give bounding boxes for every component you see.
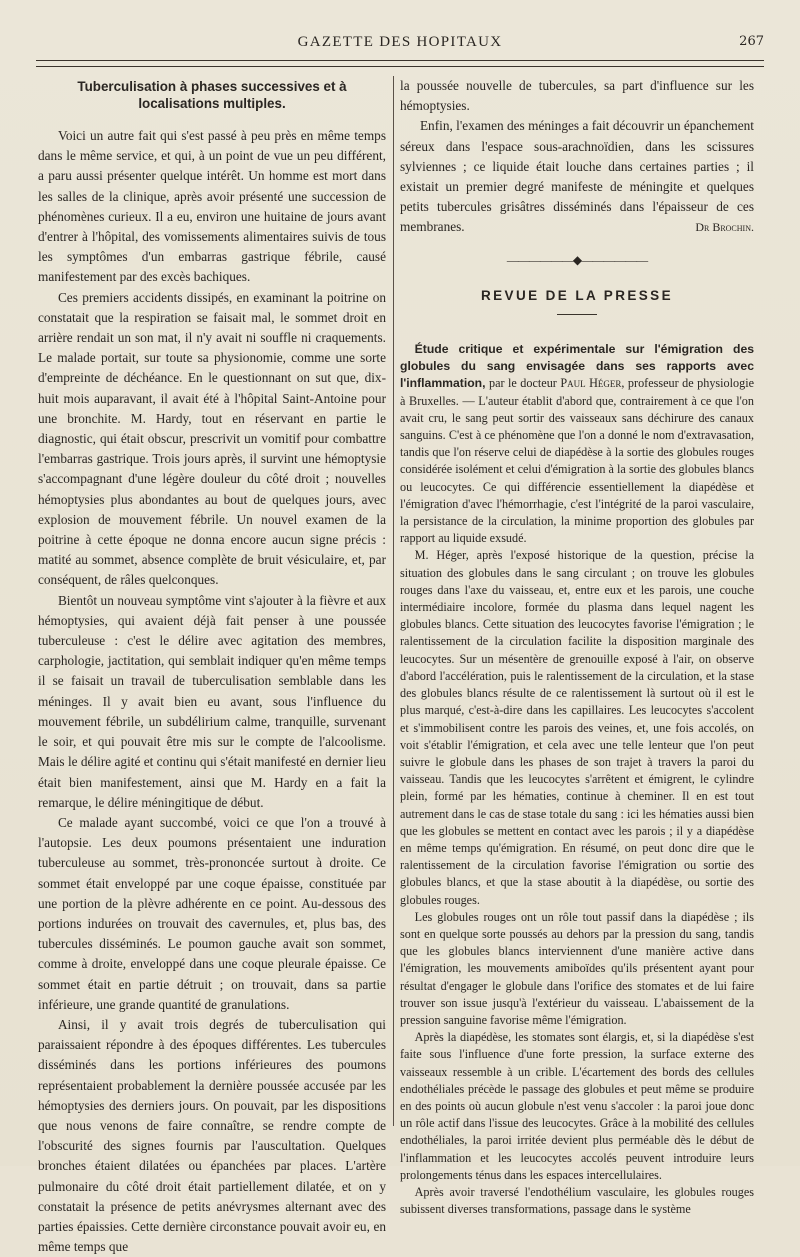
review-paragraph: Après avoir traversé l'endothélium vasculaire, les globules rouges subissent diverses transformations, passage dans le système <box>400 1184 754 1217</box>
review-paragraph: M. Héger, après l'exposé historique de la question, précise la situation des globules dans le sang circulant ; on trouve les globules rouges dans l'axe du vaisseau, et, entre eux et les parois, une couche intermédiaire incolore, formée du plasma dans lequel nagent les globules blancs. Cette situation des leucocytes favorise l'émigration ; le ralentissement de la circulation facilite la disposition marginale des leucocytes. Sur un mésentère de grenouille exposé à l'air, on observe d'abord l'accélération, puis le ralentissement de la circulation, et la stase des globules blancs résulte de ce ralentissement là surtout où il est le plus marqué, c'est-à-dire dans les capillaires. Les leucocytes s'accolent et s'immobilisent contre les parois des veines, et, une fois accolés, on voit s'établir l'émigration, et cela avec une telle lenteur que l'on peut suivre le globule dans les phases de son trajet à travers la paroi du vaisseau. Tandis que les leucocytes s'arrêtent et émigrent, le cylindre plein, formé par les hématies, continue à cheminer. Il en est tout autrement dans le cas de stase totale du sang : ici les hématies aussi bien que les globules se mettent en contact avec les parois ; il y a diapédèse en même temps qu'émigration. En résumé, on peut donc dire que le ralentissement de la circulation favorise l'émigration ou sortie des globules blancs, et que la stase aboutit à la diapédèse, ou sortie des globules rouges. <box>400 548 754 907</box>
review-author-intro: par le docteur <box>485 376 561 391</box>
closing-text: Enfin, l'examen des méninges a fait découvrir un épanchement séreux dans l'espace sous-arachnoïdien, dans les scissures sylviennes ; ce liquide était louche dans certaines parties ; il existait un premier degré manifeste de méningite et quelques petits tubercules grisâtres disséminés dans l'épaisseur de ces membranes. <box>400 118 754 235</box>
paragraph: Bientôt un nouveau symptôme vint s'ajouter à la fièvre et aux hémoptysies, qui avaient déjà fait penser à une poussée tuberculeuse : c'est le délire avec agitation des membres, carphologie, jactitation, qui semblait indiquer qu'en même temps il se faisait un travail de tuberculisation semblable dans les méninges. Il y avait bien eu avant, sous l'influence du mouvement fébrile, un subdélirium calme, tranquille, survenant le soir, et qui pouvait être mis sur le compte de l'alcoolisme. Mais le délire agité et continu qui s'était manifesté en dernier lieu était bien manifestement, ainsi que M. Hardy en a fait la remarque, le délire méningitique de début. <box>38 592 386 810</box>
left-column <box>38 76 386 1257</box>
page-number: 267 <box>739 34 764 49</box>
paragraph: Ces premiers accidents dissipés, en examinant la poitrine on constatait que la respiration se faisait mal, le sommet droit en arrière rendait un son mat, il n'y avait ni souffle ni craquements. Le malade portait, sur toute sa physionomie, comme une sorte d'empreinte de déchéance. En le questionnant on sut que, dix-huit mois auparavant, il avait été à l'hôpital Saint-Antoine pour une bronchite. M. Hardy, tout en réservant en partie le diagnostic, qui était obscur, prescrivit un vomitif pour combattre l'embarras gastrique. Trois jours après, il survint une hémoptysie s'accompagnant d'une légère douleur du côté droit ; nouvelles hémoptysies plus abondantes au bout de quelques jours, avec explosion de mouvement fébrile. Un nouvel examen de la poitrine à cette époque ne donna encore aucun signe précis : matité au sommet, absence complète de bruit vésiculaire, et, par conséquent, de râles quelconques. <box>38 289 386 588</box>
author-signature: Dr Brochin. <box>695 220 754 235</box>
header-rule <box>36 60 764 61</box>
review-paragraph: Les globules rouges ont un rôle tout passif dans la diapédèse ; ils sont en quelque sorte poussés au dehors par la pression du sang, tandis que les globules blancs interviennent d'une manière active dans l'émigration, les mouvements amiboïdes qu'ils présentent ayant pour résultat d'engager le globule dans l'orifice des stomates et de lui faire trouver son issue jusqu'à l'extérieur du vaisseau. L'abaissement de la pression sanguine favorise même l'émigration. <box>400 909 754 1027</box>
paragraph-continuation: la poussée nouvelle de tubercules, sa part d'influence sur les hémoptysies. <box>400 78 754 114</box>
review-lead-rest: , professeur de physiologie à Bruxelles. — L'auteur établit d'abord que, contrairement à ce que l'on avait cru, le sang peut sortir des vaisseaux sans déchirure des canaux sanguins. C'est à ce phénomène que l'on a donné le nom d'extravasation, tandis que l'on réserve celui de diapédèse à la sortie des globules rouges considérée isolément et celui d'émigration à la sortie des globules blancs ou leucocytes. Ce qui différencie essentiellement la diapédèse et l'émigration d'avec l'hémorrhagie, c'est l'intégrité de la paroi vasculaire, la persistance de la circulation, la minime proportion des globules par rapport au liquide exsudé. <box>400 376 755 546</box>
journal-title: GAZETTE DES HOPITAUX <box>297 34 503 50</box>
review-paragraph: Après la diapédèse, les stomates sont élargis, et, si la diapédèse s'est faite sous l'influence d'une forte pression, la surface externe des vaisseaux ressemble à un crible. L'écartement des bords des cellules endothéliales précède le passage des globules et peut même se produire en des points où aucun globule n'est venu s'accoler : la paroi joue donc un rôle actif dans l'issue des leucocytes. Grâce à la mobilité des cellules endothéliales, la paroi irritée devient plus perméable dès le début de l'inflammation et les leucocytes accolés peuvent introduire leurs prolongements ténus dans les espaces intercellulaires. <box>400 1030 754 1182</box>
paragraph: Voici un autre fait qui s'est passé à peu près en même temps dans le même service, et qui, à un point de vue un peu différent, a paru aussi présenter quelque intérêt. Un homme est mort dans les salles de la clinique, après avoir présenté une succession de phénomènes curieux. Il a eu, environ une huitaine de jours avant d'entrer à l'hôpital, des vomissements alimentaires suivis de tous les symptômes d'un embarras gastrique fébrile, causé manifestement par des excès bachiques. <box>38 128 386 285</box>
paragraph: Ainsi, il y avait trois degrés de tuberculisation qui paraissaient répondre à des époques différentes. Les tubercules disséminés dans les portions inférieures des poumons représentaient probablement la dernière poussée accusée par les hémoptysies des derniers jours. On pouvait, par les dispositions que nous venons de faire connaître, se rendre compte de l'obscurité des signes fournis par l'auscultation. Quelques bronches étaient dilatées ou épanchées par places. L'artère pulmonaire du côté droit était partiellement dilatée, et on y constatait la présence de petits anévrysmes alternant avec des parties épaissies. Cette dernière circonstance pouvait avoir eu, en même temps que <box>38 1016 386 1255</box>
review-lead: Étude critique et expérimentale sur l'émigration des globules du sang envisagée dans ses rapports avec l'inflammation, <box>400 342 754 391</box>
column-divider <box>393 76 394 1126</box>
press-review <box>400 341 754 1218</box>
review-author: Paul Héger <box>560 376 622 391</box>
ornament-divider: ——————◆—————— <box>506 252 648 267</box>
header-rule-double <box>36 66 764 67</box>
article-title: Tuberculisation à phases successives et à localisations multiples. <box>77 79 347 111</box>
section-rule <box>557 314 597 315</box>
section-title: REVUE DE LA PRESSE <box>481 287 673 303</box>
running-head <box>30 34 770 56</box>
right-column <box>400 76 754 1218</box>
review-paragraph <box>400 341 754 547</box>
paragraph: Ce malade ayant succombé, voici ce que l'on a trouvé à l'autopsie. Les deux poumons présentaient une induration tuberculeuse au sommet, très-prononcée surtout à droite. Ce sommet était enveloppé par une coque épaisse, constituée par une portion de la plèvre adhérente en ce point. Au-dessous des portions indurées on trouvait des cavernules, et, plus bas, des tubercules disséminés. Le poumon gauche avait son sommet, comme à droite, enveloppé dans une coque pleurale épaisse. Ce sommet était en partie détruit ; on trouvait, dans sa partie inférieure, une grande quantité de granulations. <box>38 814 386 1012</box>
paragraph <box>400 116 754 237</box>
